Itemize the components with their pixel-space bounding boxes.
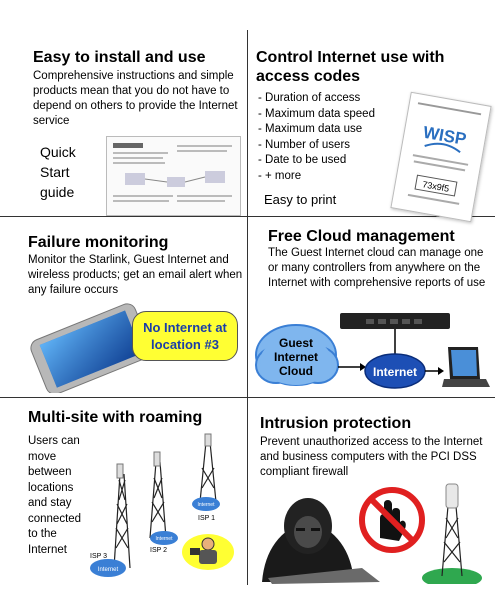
internet-cloud-icon bbox=[90, 559, 126, 577]
roaming-towers-diagram bbox=[86, 428, 246, 583]
roaming-user-icon bbox=[182, 534, 234, 570]
failure-title: Failure monitoring bbox=[28, 234, 169, 251]
smartphone-icon bbox=[28, 301, 148, 393]
cloud-line-1: Guest bbox=[278, 336, 314, 350]
alert-line-1: No Internet at bbox=[143, 320, 227, 335]
access-code-card bbox=[390, 92, 491, 222]
internet-label: Internet bbox=[372, 365, 418, 379]
quick-start-guide-image bbox=[106, 136, 241, 216]
internet-cloud-icon bbox=[192, 497, 220, 511]
list-item: - + more bbox=[258, 169, 302, 182]
internet-cloud-icon bbox=[150, 531, 178, 545]
laptop-icon bbox=[442, 347, 490, 387]
isp-2-label: ISP 2 bbox=[150, 547, 167, 554]
hacker-icon bbox=[262, 498, 354, 582]
list-item: - Maximum data speed bbox=[258, 107, 375, 120]
cloud-management-panel bbox=[248, 217, 495, 397]
guide-document-icon bbox=[107, 137, 240, 215]
multisite-title: Multi-site with roaming bbox=[28, 409, 203, 426]
intrusion-title: Intrusion protection bbox=[260, 415, 412, 432]
tower-icon bbox=[150, 462, 166, 538]
card-brand: WISP bbox=[421, 122, 468, 149]
quick-start-guide-label bbox=[40, 142, 76, 202]
cloud-line-3: Cloud bbox=[279, 364, 313, 378]
guest-cloud-icon bbox=[256, 325, 338, 385]
install-panel bbox=[0, 30, 247, 216]
failure-text: Monitor the Starlink, Guest Internet and wireless products; get an email alert when any failure occurs bbox=[28, 254, 243, 296]
guide-line-3: guide bbox=[40, 184, 75, 200]
isp-1-label: ISP 1 bbox=[198, 515, 215, 522]
svg-text:Internet: Internet bbox=[197, 502, 215, 508]
multisite-text: Users can move between locations and stay connected to the Internet bbox=[28, 435, 82, 556]
alert-line-2: location #3 bbox=[151, 337, 219, 352]
arrow-icon bbox=[438, 367, 444, 375]
cloud-line-2: Internet bbox=[273, 350, 319, 364]
access-codes-title: Control Internet use with access codes bbox=[256, 49, 445, 85]
internet-globe-icon bbox=[365, 354, 425, 388]
list-item: - Number of users bbox=[258, 138, 351, 151]
list-item: - Date to be used bbox=[258, 154, 347, 166]
multi-site-panel bbox=[0, 398, 247, 585]
guide-line-2: Start bbox=[40, 164, 70, 180]
svg-text:Internet: Internet bbox=[155, 536, 173, 542]
intrusion-illustration bbox=[252, 482, 492, 584]
antenna-icon bbox=[117, 464, 123, 478]
isp-3-label: ISP 3 bbox=[90, 553, 107, 560]
cloud-network-diagram bbox=[252, 309, 492, 395]
svg-text:Internet: Internet bbox=[97, 567, 119, 573]
install-title: Easy to install and use bbox=[33, 49, 206, 66]
access-codes-panel bbox=[248, 30, 495, 216]
list-item: - Maximum data use bbox=[258, 123, 363, 135]
list-item: - Duration of access bbox=[258, 92, 361, 104]
access-code-features-list bbox=[258, 91, 375, 184]
install-text: Comprehensive instructions and simple products mean that you do not have to depend on others to provide the Internet service bbox=[33, 70, 238, 127]
router-icon bbox=[340, 313, 450, 329]
failure-monitoring-panel bbox=[0, 217, 247, 397]
antenna-icon bbox=[154, 452, 160, 466]
alert-bubble bbox=[132, 311, 238, 361]
stop-hand-icon bbox=[362, 490, 422, 550]
cloud-title: Free Cloud management bbox=[268, 228, 455, 245]
firewall-device-icon bbox=[422, 484, 482, 584]
voucher-icon bbox=[392, 93, 491, 221]
tower-icon bbox=[200, 442, 216, 502]
tower-icon bbox=[114, 474, 130, 568]
guide-line-1: Quick bbox=[40, 144, 76, 160]
antenna-icon bbox=[205, 434, 211, 446]
intrusion-protection-panel bbox=[248, 398, 495, 585]
intrusion-text: Prevent unauthorized access to the Internet and business computers with the PCI DSS compliant firewall bbox=[260, 436, 483, 478]
easy-to-print-label: Easy to print bbox=[264, 192, 337, 207]
card-code: 73x9f5 bbox=[421, 179, 450, 194]
cloud-text: The Guest Internet cloud can manage one or many controllers from anywhere on the Internet with comprehensive reports of use bbox=[268, 247, 486, 289]
